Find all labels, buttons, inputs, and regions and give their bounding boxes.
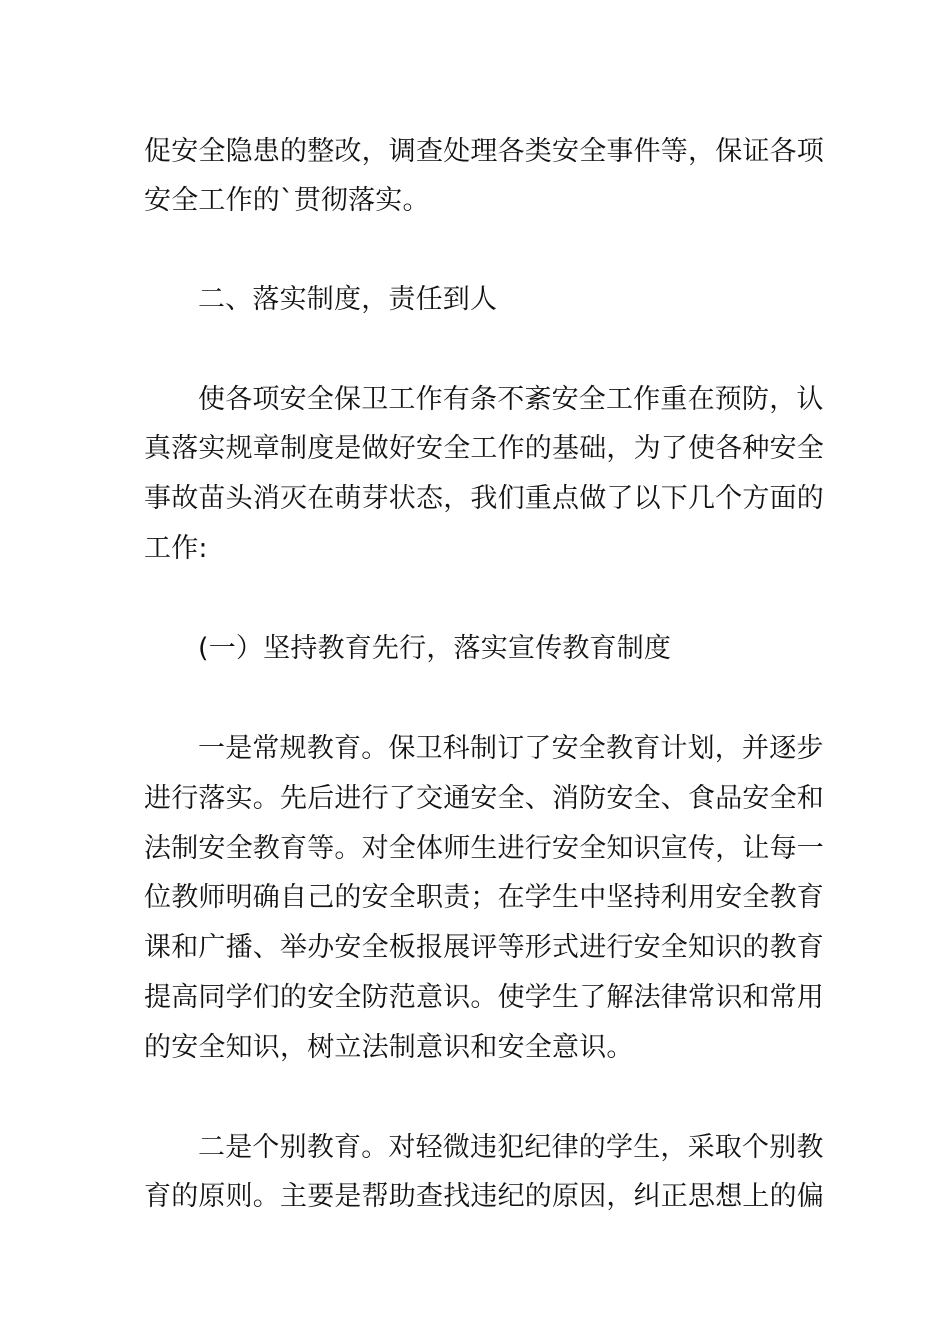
text-line: 课和广播、举办安全板报展评等形式进行安全知识的教育 (144, 932, 824, 963)
text-line: 进行落实。先后进行了交通安全、消防安全、食品安全和 (144, 783, 824, 814)
section-heading: 二、落实制度，责任到人 (198, 284, 498, 315)
text-line: 安全工作的`贯彻落实。 (144, 185, 430, 216)
text-line: 二是个别教育。对轻微违犯纪律的学生，采取个别教 (198, 1132, 824, 1163)
text-line: 位教师明确自己的安全职责；在学生中坚持利用安全教育 (144, 882, 824, 913)
subsection-heading: (一）坚持教育先行，落实宣传教育制度 (198, 633, 672, 664)
text-line: 真落实规章制度是做好安全工作的基础，为了使各种安全 (144, 433, 824, 464)
text-line: 使各项安全保卫工作有条不紊安全工作重在预防，认 (198, 384, 824, 415)
text-line: 法制安全教育等。对全体师生进行安全知识宣传，让每一 (144, 833, 824, 864)
text-line: 的安全知识，树立法制意识和安全意识。 (144, 1032, 634, 1063)
text-line: 育的原则。主要是帮助查找违纪的原因，纠正思想上的偏 (144, 1181, 824, 1212)
text-line: 事故苗头消灭在萌芽状态，我们重点做了以下几个方面的 (144, 483, 824, 514)
text-line: 一是常规教育。保卫科制订了安全教育计划，并逐步 (198, 733, 824, 764)
text-line: 促安全隐患的整改，调查处理各类安全事件等，保证各项 (144, 136, 824, 167)
text-line: 工作: (144, 533, 208, 564)
text-line: 提高同学们的安全防范意识。使学生了解法律常识和常用 (144, 982, 824, 1013)
